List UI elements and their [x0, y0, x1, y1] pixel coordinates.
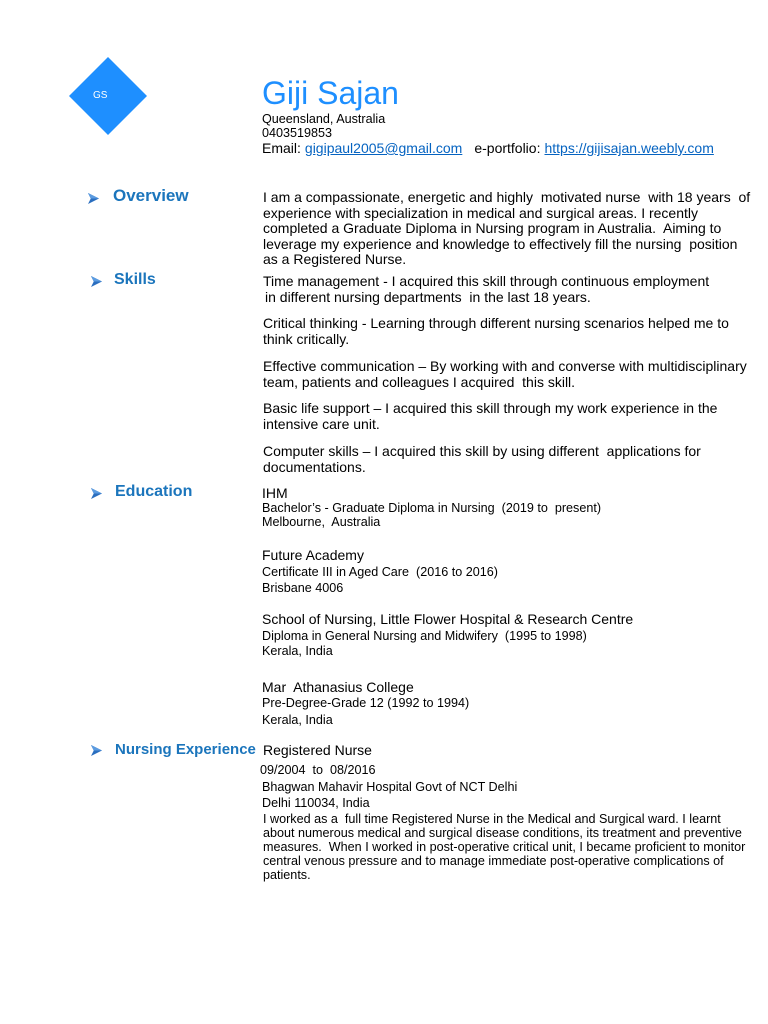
- phone-number: 0403519853: [262, 126, 333, 140]
- job-location: Delhi 110034, India: [262, 796, 370, 810]
- skill-item: [263, 315, 729, 347]
- education-institution: Mar Athanasius College: [262, 679, 414, 695]
- arrowhead-bullet-icon: [88, 193, 99, 204]
- section-title-skills: Skills: [114, 271, 156, 288]
- education-location: Kerala, India: [262, 644, 333, 658]
- skill-line: Time management - I acquired this skill through continuous employment: [263, 273, 710, 289]
- education-institution: IHM: [262, 485, 288, 501]
- skill-line: Effective communication – By working with and converse with multidisciplinary: [263, 358, 747, 374]
- overview-line: completed a Graduate Diploma in Nursing program in Australia. Aiming to: [263, 220, 722, 236]
- skill-item: [263, 273, 709, 305]
- overview-line: experience with specialization in medical and surgical areas. I recently: [263, 204, 698, 221]
- section-title-experience: Nursing Experience: [115, 741, 256, 758]
- overview-paragraph: [263, 190, 750, 268]
- section-title-education: Education: [115, 483, 193, 500]
- skill-item: [263, 358, 747, 390]
- job-role: Registered Nurse: [263, 742, 372, 758]
- candidate-name: Giji Sajan: [262, 75, 399, 111]
- email-link[interactable]: gigipaul2005@gmail.com: [304, 140, 463, 156]
- skill-line: in different nursing departments in the last 18 years.: [265, 289, 591, 305]
- skill-line: Basic life support – I acquired this skill through my work experience in the: [263, 400, 718, 416]
- monogram: GS: [93, 90, 108, 101]
- overview-line: I am a compassionate, energetic and highly motivated nurse with 18 years of: [263, 189, 751, 205]
- job-description-line: patients.: [263, 868, 311, 882]
- job-description: [263, 812, 745, 882]
- job-description-line: about numerous medical and surgical disease conditions, its treatment and preventive: [263, 826, 742, 840]
- overview-line: as a Registered Nurse.: [263, 251, 407, 267]
- skill-line: documentations.: [263, 459, 366, 475]
- education-location: Brisbane 4006: [262, 581, 344, 595]
- email-label: Email:: [262, 140, 301, 156]
- skill-line: intensive care unit.: [263, 416, 380, 432]
- section-title-overview: Overview: [113, 186, 189, 205]
- overview-line: leverage my experience and knowledge to effectively fill the nursing position: [263, 235, 738, 252]
- education-qualification: Certificate III in Aged Care (2016 to 2016): [262, 565, 498, 579]
- education-location: Kerala, India: [262, 713, 333, 727]
- arrowhead-bullet-icon: [91, 488, 102, 499]
- diamond-badge-icon: [69, 57, 147, 135]
- skill-item: [263, 400, 717, 432]
- skill-line: team, patients and colleagues I acquired this skill.: [263, 374, 576, 390]
- education-qualification: Bachelor’s - Graduate Diploma in Nursing (2019 to present): [262, 501, 602, 515]
- arrowhead-bullet-icon: [91, 745, 102, 756]
- skill-line: Computer skills – I acquired this skill by using different applications for: [263, 443, 701, 459]
- skill-item: [263, 443, 701, 475]
- skill-line: think critically.: [263, 331, 350, 347]
- job-dates: 09/2004 to 08/2016: [260, 763, 376, 777]
- job-employer: Bhagwan Mahavir Hospital Govt of NCT Delhi: [262, 780, 518, 794]
- education-qualification: Diploma in General Nursing and Midwifery (1995 to 1998): [262, 629, 587, 643]
- education-institution: School of Nursing, Little Flower Hospital & Research Centre: [262, 611, 634, 627]
- job-description-line: measures. When I worked in post-operative critical unit, I became proficient to monitor: [263, 840, 746, 854]
- skill-line: Critical thinking - Learning through different nursing scenarios helped me to: [263, 315, 729, 331]
- education-institution: Future Academy: [262, 547, 364, 563]
- job-description-line: I worked as a full time Registered Nurse in the Medical and Surgical ward. I learnt: [263, 812, 721, 826]
- job-description-line: central venous pressure and to manage immediate post-operative complications of: [263, 854, 724, 868]
- portfolio-label: e-portfolio:: [474, 140, 541, 156]
- location: Queensland, Australia: [262, 112, 386, 126]
- education-location: Melbourne, Australia: [262, 515, 381, 529]
- education-qualification: Pre-Degree-Grade 12 (1992 to 1994): [262, 696, 470, 710]
- contact-line: [262, 140, 714, 156]
- portfolio-link[interactable]: https://gijisajan.weebly.com: [544, 140, 714, 156]
- arrowhead-bullet-icon: [91, 276, 102, 287]
